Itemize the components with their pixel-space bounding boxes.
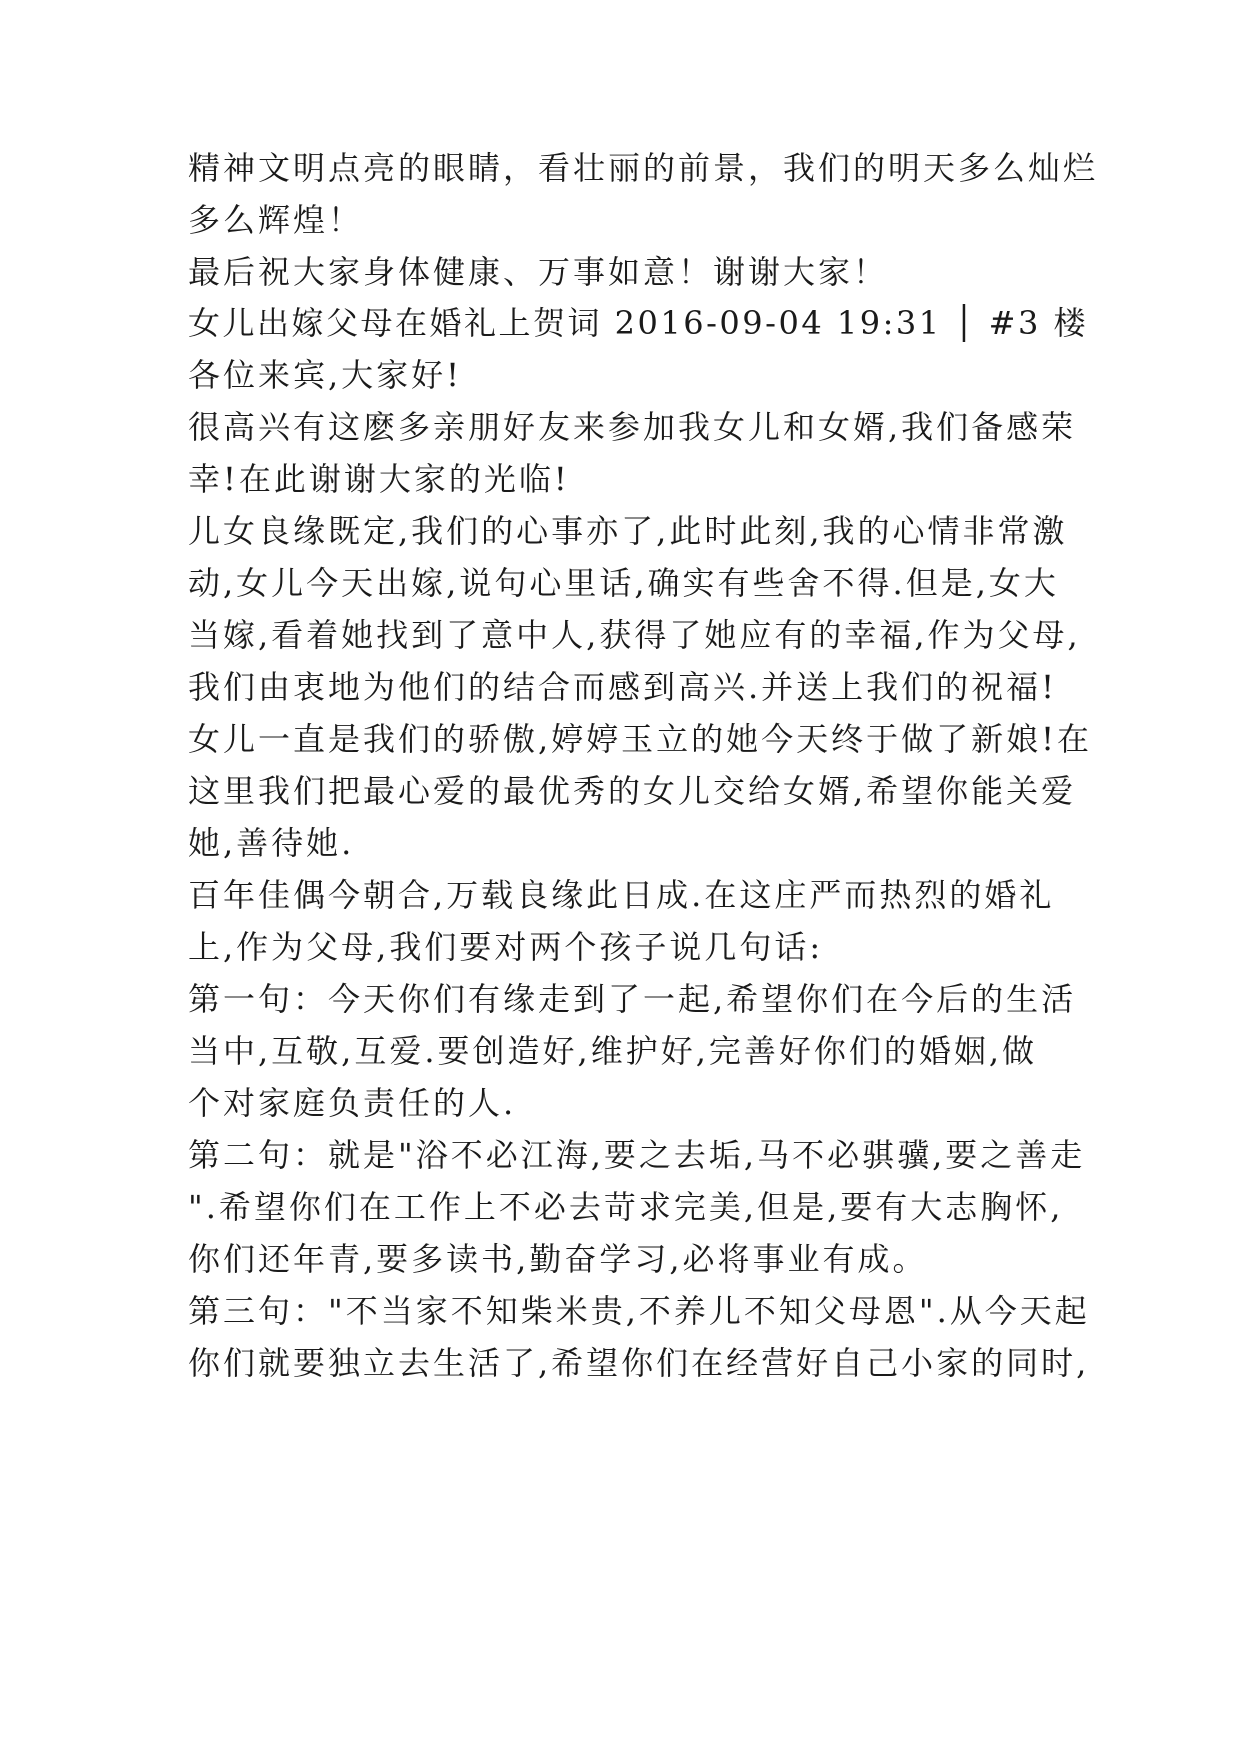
text-line: 个对家庭负责任的人. xyxy=(188,1084,517,1122)
text-line: 各位来宾,大家好! xyxy=(188,356,463,394)
text-line: 第二句：就是"浴不必江海,要之去垢,马不必骐骥,要之善走 xyxy=(188,1136,1086,1174)
text-line: 女儿一直是我们的骄傲,婷婷玉立的她今天终于做了新娘!在 xyxy=(188,720,1093,758)
text-line: 第三句："不当家不知柴米贵,不养儿不知父母恩".从今天起 xyxy=(188,1292,1090,1330)
text-line: 很高兴有这麽多亲朋好友来参加我女儿和女婿,我们备感荣 xyxy=(188,408,1077,446)
text-line: 你们就要独立去生活了,希望你们在经营好自己小家的同时, xyxy=(188,1344,1090,1382)
text-line: 百年佳偶今朝合,万载良缘此日成.在这庄严而热烈的婚礼 xyxy=(188,876,1055,914)
text-line: 我们由衷地为他们的结合而感到高兴.并送上我们的祝福! xyxy=(188,668,1058,706)
text-line: 儿女良缘既定,我们的心事亦了,此时此刻,我的心情非常激 xyxy=(188,512,1068,550)
text-line: 幸!在此谢谢大家的光临! xyxy=(188,460,570,498)
text-line: 你们还年青,要多读书,勤奋学习,必将事业有成。 xyxy=(188,1240,928,1278)
text-line: 她,善待她. xyxy=(188,824,355,862)
text-line: 精神文明点亮的眼睛，看壮丽的前景，我们的明天多么灿烂 xyxy=(188,149,1099,187)
text-line: 当嫁,看着她找到了意中人,获得了她应有的幸福,作为父母, xyxy=(188,616,1081,654)
text-line: ".希望你们在工作上不必去苛求完美,但是,要有大志胸怀, xyxy=(188,1188,1064,1226)
text-line: 当中,互敬,互爱.要创造好,维护好,完善好你们的婚姻,做 xyxy=(188,1032,1038,1070)
text-line: 这里我们把最心爱的最优秀的女儿交给女婿,希望你能关爱 xyxy=(188,772,1077,810)
text-line: 动,女儿今天出嫁,说句心里话,确实有些舍不得.但是,女大 xyxy=(188,564,1059,602)
text-line: 最后祝大家身体健康、万事如意！谢谢大家！ xyxy=(188,253,889,291)
text-line: 多么辉煌！ xyxy=(188,201,364,239)
text-line: 上,作为父母,我们要对两个孩子说几句话: xyxy=(188,928,824,966)
text-line: 第一句：今天你们有缘走到了一起,希望你们在今后的生活 xyxy=(188,980,1077,1018)
post-header: 女儿出嫁父母在婚礼上贺词 2016-09-04 19:31 │ #3 楼 xyxy=(188,304,1089,342)
